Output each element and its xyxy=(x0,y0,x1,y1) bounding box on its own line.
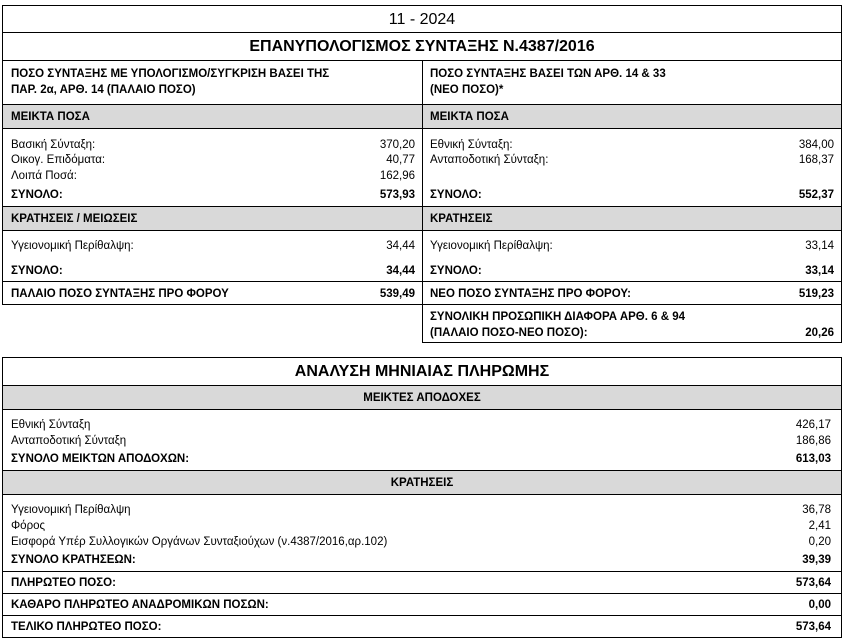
right-gross-value-2: 168,37 xyxy=(798,154,834,166)
analysis-title: ΑΝΑΛΥΣΗ ΜΗΝΙΑΙΑΣ ΠΛΗΡΩΜΗΣ xyxy=(294,363,550,380)
retro-payable-row xyxy=(2,593,842,616)
right-deductions-section xyxy=(422,230,842,282)
difference-value: 20,26 xyxy=(805,327,834,339)
analysis-gross-section xyxy=(2,409,842,471)
right-deductions-header-label: ΚΡΑΤΗΣΕΙΣ xyxy=(430,213,493,225)
left-deductions-header-label: ΚΡΑΤΗΣΕΙΣ / ΜΕΙΩΣΕΙΣ xyxy=(11,213,138,225)
right-gross-value-1: 384,00 xyxy=(798,139,834,151)
right-gross-total-value: 552,37 xyxy=(798,189,834,201)
left-pretax-label: ΠΑΛΑΙΟ ΠΟΣΟ ΣΥΝΤΑΞΗΣ ΠΡΟ ΦΟΡΟΥ xyxy=(11,288,229,300)
difference-label-line2: (ΠΑΛΑΙΟ ΠΟΣΟ-ΝΕΟ ΠΟΣΟ): xyxy=(430,327,588,339)
payable-label: ΠΛΗΡΩΤΕΟ ΠΟΣΟ: xyxy=(11,577,116,589)
left-deductions-total-label: ΣΥΝΟΛΟ: xyxy=(11,265,63,277)
right-pretax-row xyxy=(422,281,842,305)
left-gross-value-3: 162,96 xyxy=(379,170,415,182)
analysis-gross-header-label: ΜΕΙΚΤΕΣ ΑΠΟΔΟΧΕΣ xyxy=(363,392,481,404)
recalc-title: ΕΠΑΝΥΠΟΛΟΓΙΣΜΟΣ ΣΥΝΤΑΞΗΣ Ν.4387/2016 xyxy=(249,38,595,55)
final-payable-value: 573,64 xyxy=(795,621,831,633)
right-gross-label-2: Ανταποδοτική Σύνταξη: xyxy=(430,154,549,166)
left-gross-value-2: 40,77 xyxy=(386,154,415,166)
left-heading-line2: ΠΑΡ. 2α, ΑΡΘ. 14 (ΠΑΛΑΙΟ ΠΟΣΟ) xyxy=(11,84,196,96)
left-deductions-total-value: 34,44 xyxy=(386,265,415,277)
analysis-deduction-value-3: 0,20 xyxy=(808,536,831,548)
analysis-gross-total-label: ΣΥΝΟΛΟ ΜΕΙΚΤΩΝ ΑΠΟΔΟΧΩΝ: xyxy=(11,453,190,465)
analysis-deduction-value-1: 36,78 xyxy=(802,504,831,516)
recalc-title-bar xyxy=(2,32,842,61)
right-deductions-total-value: 33,14 xyxy=(805,265,834,277)
analysis-deductions-header xyxy=(2,470,842,495)
period-label: 11 - 2024 xyxy=(388,11,456,28)
left-gross-section xyxy=(2,128,423,207)
left-heading-line1: ΠΟΣΟ ΣΥΝΤΑΞΗΣ ΜΕ ΥΠΟΛΟΓΙΣΜΟ/ΣΥΓΚΡΙΣΗ ΒΑΣΕΙ ΤΗΣ xyxy=(11,68,330,80)
left-gross-total-label: ΣΥΝΟΛΟ: xyxy=(11,189,63,201)
right-heading-line1: ΠΟΣΟ ΣΥΝΤΑΞΗΣ ΒΑΣΕΙ ΤΩΝ ΑΡΘ. 14 & 33 xyxy=(430,68,666,80)
analysis-deduction-label-1: Υγειονομική Περίθαλψη xyxy=(11,504,131,516)
left-deduction-value: 34,44 xyxy=(386,240,415,252)
left-pretax-row xyxy=(2,281,423,305)
analysis-deduction-label-2: Φόρος xyxy=(11,520,46,532)
left-gross-label-2: Οικογ. Επιδόματα: xyxy=(11,154,106,166)
analysis-gross-value-2: 186,86 xyxy=(795,435,831,447)
left-deduction-label: Υγειονομική Περίθαλψη: xyxy=(11,240,134,252)
right-deduction-value: 33,14 xyxy=(805,240,834,252)
analysis-deductions-section xyxy=(2,494,842,572)
left-column-heading xyxy=(2,60,423,105)
right-heading-line2: (ΝΕΟ ΠΟΣΟ)* xyxy=(430,84,504,96)
analysis-deductions-total-label: ΣΥΝΟΛΟ ΚΡΑΤΗΣΕΩΝ: xyxy=(11,554,136,566)
right-pretax-label: ΝΕΟ ΠΟΣΟ ΣΥΝΤΑΞΗΣ ΠΡΟ ΦΟΡΟΥ: xyxy=(430,288,632,300)
left-gross-header-label: ΜΕΙΚΤΑ ΠΟΣΑ xyxy=(11,111,90,123)
right-column-heading xyxy=(422,60,842,105)
analysis-deduction-value-2: 2,41 xyxy=(808,520,831,532)
analysis-deductions-header-label: ΚΡΑΤΗΣΕΙΣ xyxy=(390,477,454,489)
right-deductions-header xyxy=(422,206,842,231)
personal-difference-row xyxy=(422,304,842,343)
analysis-deduction-label-3: Εισφορά Υπέρ Συλλογικών Οργάνων Συνταξιούχων (ν.4387/2016,αρ.102) xyxy=(11,536,388,548)
right-gross-header xyxy=(422,104,842,129)
left-deductions-section xyxy=(2,230,423,282)
payable-value: 573,64 xyxy=(795,577,831,589)
right-gross-header-label: ΜΕΙΚΤΑ ΠΟΣΑ xyxy=(430,111,509,123)
left-gross-total-value: 573,93 xyxy=(379,189,415,201)
left-deductions-header xyxy=(2,206,423,231)
left-gross-value-1: 370,20 xyxy=(379,139,415,151)
right-pretax-value: 519,23 xyxy=(798,288,834,300)
left-pretax-value: 539,49 xyxy=(379,288,415,300)
retro-payable-value: 0,00 xyxy=(808,599,831,611)
right-gross-section xyxy=(422,128,842,207)
final-payable-row xyxy=(2,615,842,638)
retro-payable-label: ΚΑΘΑΡΟ ΠΛΗΡΩΤΕΟ ΑΝΑΔΡΟΜΙΚΩΝ ΠΟΣΩΝ: xyxy=(11,599,269,611)
analysis-gross-header xyxy=(2,385,842,410)
right-deduction-label: Υγειονομική Περίθαλψη: xyxy=(430,240,553,252)
period-bar xyxy=(2,5,842,33)
analysis-gross-label-2: Ανταποδοτική Σύνταξη xyxy=(11,435,127,447)
left-gross-label-1: Βασική Σύνταξη: xyxy=(11,139,96,151)
left-gross-label-3: Λοιπά Ποσά: xyxy=(11,170,77,182)
analysis-gross-total-value: 613,03 xyxy=(795,453,831,465)
right-gross-total-label: ΣΥΝΟΛΟ: xyxy=(430,189,482,201)
difference-label-line1: ΣΥΝΟΛΙΚΗ ΠΡΟΣΩΠΙΚΗ ΔΙΑΦΟΡΑ ΑΡΘ. 6 & 94 xyxy=(430,311,686,323)
analysis-gross-value-1: 426,17 xyxy=(795,419,831,431)
right-gross-label-1: Εθνική Σύνταξη: xyxy=(430,139,513,151)
analysis-deductions-total-value: 39,39 xyxy=(802,554,831,566)
final-payable-label: ΤΕΛΙΚΟ ΠΛΗΡΩΤΕΟ ΠΟΣΟ: xyxy=(11,621,162,633)
payable-row xyxy=(2,571,842,594)
right-deductions-total-label: ΣΥΝΟΛΟ: xyxy=(430,265,482,277)
left-gross-header xyxy=(2,104,423,129)
analysis-title-bar xyxy=(2,357,842,386)
analysis-gross-label-1: Εθνική Σύνταξη xyxy=(11,419,91,431)
